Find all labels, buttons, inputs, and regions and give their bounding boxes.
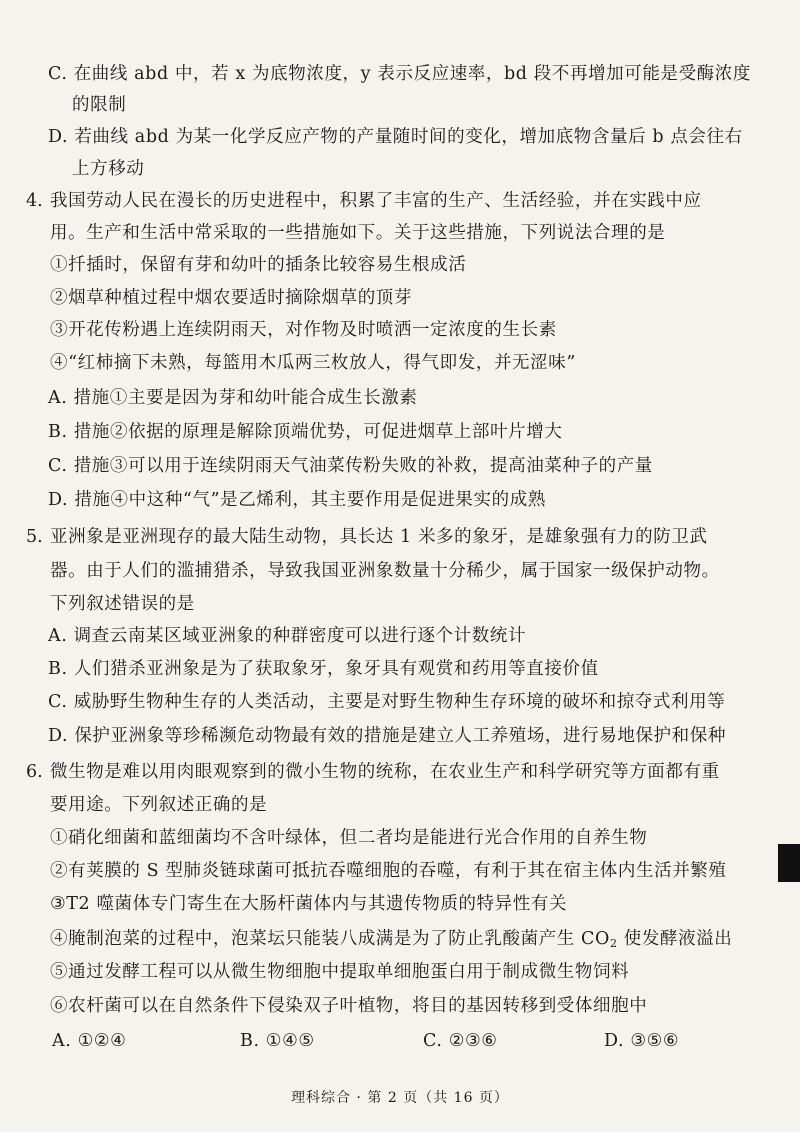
q3-option-d-line2: 上方移动 — [72, 159, 145, 179]
q3-option-d-line1: D. 若曲线 abd 为某一化学反应产物的产量随时间的变化，增加底物含量后 b 点会往右 — [48, 127, 743, 147]
q6-number: 6. — [26, 762, 43, 782]
q4-option-a: A. 措施①主要是因为芽和幼叶能合成生长激素 — [48, 388, 418, 408]
q6-answer-choices — [0, 1029, 800, 1053]
q4-number: 4. — [26, 191, 43, 211]
q4-option-d: D. 措施④中这种“气”是乙烯利，其主要作用是促进果实的成熟 — [48, 490, 546, 510]
q6-answer-b: B. ①④⑤ — [240, 1031, 315, 1051]
q4-item-3: ③开花传粉遇上连续阴雨天，对作物及时喷洒一定浓度的生长素 — [50, 320, 557, 340]
q6-item-6: ⑥农杆菌可以在自然条件下侵染双子叶植物，将目的基因转移到受体细胞中 — [50, 996, 648, 1016]
q6-item-1: ①硝化细菌和蓝细菌均不含叶绿体，但二者均是能进行光合作用的自养生物 — [50, 828, 648, 848]
q5-stem-line3: 下列叙述错误的是 — [50, 594, 195, 614]
q6-answer-d: D. ③⑤⑥ — [604, 1031, 680, 1051]
q5-option-c: C. 威胁野生物种生存的人类活动，主要是对野生物种生存环境的破坏和掠夺式利用等 — [48, 692, 726, 712]
q5-option-d: D. 保护亚洲象等珍稀濒危动物最有效的措施是建立人工养殖场，进行易地保护和保种 — [48, 726, 726, 746]
q3-option-c-line2: 的限制 — [72, 95, 127, 115]
section-tab-mark — [778, 844, 800, 882]
q4-item-1: ①扦插时，保留有芽和幼叶的插条比较容易生根成活 — [50, 255, 467, 275]
q4-item-4: ④“红柿摘下未熟，每篮用木瓜两三枚放人，得气即发，并无涩味” — [50, 353, 576, 373]
q6-stem-line1: 微生物是难以用肉眼观察到的微小生物的统称，在农业生产和科学研究等方面都有重 — [50, 762, 720, 782]
q5-option-a: A. 调查云南某区域亚洲象的种群密度可以进行逐个计数统计 — [48, 626, 527, 646]
q6-item-2: ②有荚膜的 S 型肺炎链球菌可抵抗吞噬细胞的吞噬，有利于其在宿主体内生活并繁殖 — [50, 861, 727, 881]
q6-answer-a: A. ①②④ — [52, 1031, 127, 1051]
q6-answer-c: C. ②③⑥ — [423, 1031, 498, 1051]
q5-option-b: B. 人们猎杀亚洲象是为了获取象牙，象牙具有观赏和药用等直接价值 — [48, 659, 599, 679]
q4-option-c: C. 措施③可以用于连续阴雨天气油菜传粉失败的补救，提高油菜种子的产量 — [48, 456, 653, 476]
q5-number: 5. — [26, 527, 43, 547]
q4-option-b: B. 措施②依据的原理是解除顶端优势，可促进烟草上部叶片增大 — [48, 422, 563, 442]
q6-item-4-text: ④腌制泡菜的过程中，泡菜坛只能装八成满是为了防止乳酸菌产生 CO — [50, 929, 610, 949]
q6-item-4-subscript: 2 — [610, 937, 618, 950]
page-footer: 理科综合 · 第 2 页（共 16 页） — [291, 1090, 509, 1106]
q4-item-2: ②烟草种植过程中烟农要适时摘除烟草的顶芽 — [50, 288, 412, 308]
q5-stem-line1: 亚洲象是亚洲现存的最大陆生动物，具长达 1 米多的象牙，是雄象强有力的防卫武 — [50, 527, 708, 547]
q5-stem-line2: 器。由于人们的滥捕猎杀，导致我国亚洲象数量十分稀少，属于国家一级保护动物。 — [50, 561, 720, 581]
q6-item-4-text-end: 使发酵液溢出 — [617, 929, 733, 949]
q6-item-4 — [50, 927, 732, 956]
q3-option-c-line1: C. 在曲线 abd 中，若 x 为底物浓度，y 表示反应速率，bd 段不再增加可能是受酶浓度 — [48, 64, 751, 84]
q4-stem-line2: 用。生产和生活中常采取的一些措施如下。关于这些措施，下列说法合理的是 — [50, 223, 666, 243]
q6-item-5: ⑤通过发酵工程可以从微生物细胞中提取单细胞蛋白用于制成微生物饲料 — [50, 962, 630, 982]
q4-stem-line1: 我国劳动人民在漫长的历史进程中，积累了丰富的生产、生活经验，并在实践中应 — [50, 191, 702, 211]
q6-stem-line2: 要用途。下列叙述正确的是 — [50, 795, 268, 815]
q6-item-3: ③T2 噬菌体专门寄生在大肠杆菌体内与其遗传物质的特异性有关 — [50, 894, 568, 914]
